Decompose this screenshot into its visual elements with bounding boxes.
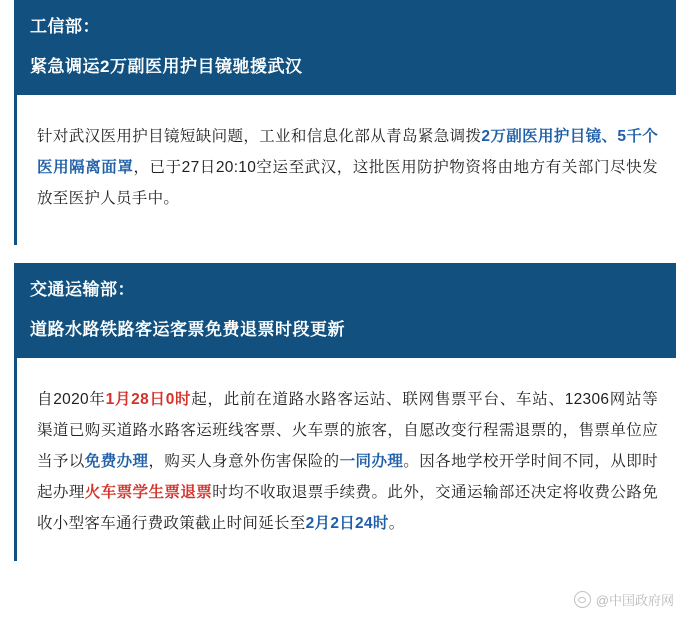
text-run: 起，此前在道路水路客运站、联网售票平台、车站、12306网站等渠道已购买道路水路客运班线客票、火车票的旅客，自愿改变行程需退票的，售票单位应当予以 <box>37 391 658 470</box>
card-headline: 紧急调运2万副医用护目镜驰援武汉 <box>30 56 303 76</box>
highlight-run: 一同办理 <box>339 453 404 470</box>
highlight-run: 火车票学生票退票 <box>84 484 213 501</box>
card-body <box>14 358 676 561</box>
news-card-ministry-transport <box>14 263 676 561</box>
card-org-name: 工信部： <box>30 17 100 36</box>
text-run: 针对武汉医用护目镜短缺问题，工业和信息化部从青岛紧急调拨 <box>37 128 482 145</box>
card-paragraph <box>37 121 658 214</box>
highlight-run: 2月2日24时 <box>305 515 389 532</box>
card-paragraph <box>37 384 658 539</box>
news-card-ministry-industry <box>14 0 676 245</box>
text-run: ，购买人身意外伤害保险的 <box>148 453 340 470</box>
text-run: ，已于27日20:10空运至武汉，这批医用防护物资将由地方有关部门尽快发放至医护人员手中。 <box>37 159 658 207</box>
watermark-label: @中国政府网 <box>595 593 674 608</box>
card-separator <box>0 245 690 263</box>
watermark <box>574 590 674 609</box>
weibo-icon <box>574 591 591 608</box>
card-header <box>14 0 676 95</box>
card-org-name: 交通运输部： <box>30 280 135 299</box>
card-body <box>14 95 676 245</box>
text-run: 。因各地学校开学时间不同，从即时起办理 <box>37 453 658 501</box>
text-run: 。 <box>388 515 405 532</box>
highlight-run: 免费办理 <box>84 453 149 470</box>
highlight-run: 1月28日0时 <box>105 391 192 408</box>
card-header <box>14 263 676 358</box>
text-run: 自2020年 <box>37 391 106 408</box>
highlight-run: 2万副医用护目镜、5千个医用隔离面罩 <box>37 128 659 176</box>
text-run: 时均不收取退票手续费。此外，交通运输部还决定将收费公路免收小型客车通行费政策截止时间延长至 <box>37 484 659 532</box>
card-headline: 道路水路铁路客运客票免费退票时段更新 <box>30 319 345 339</box>
